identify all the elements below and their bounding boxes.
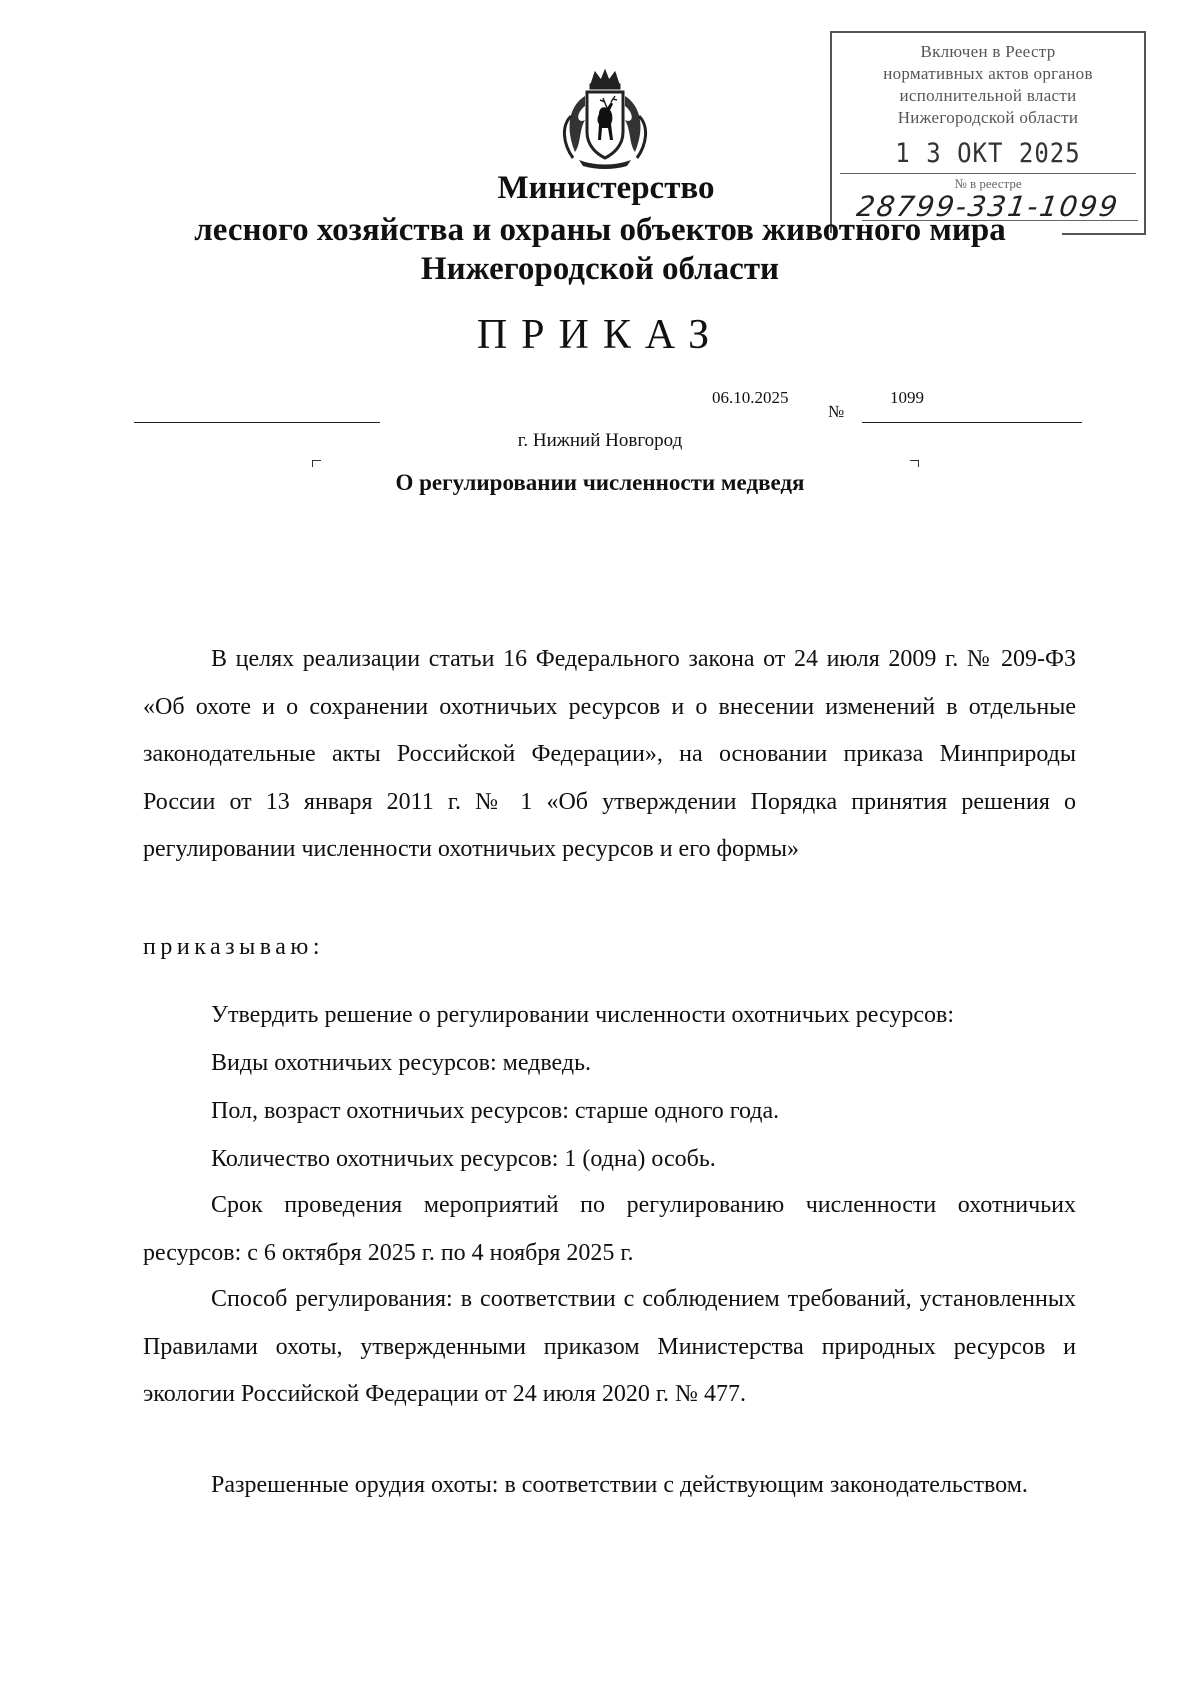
document-date: 06.10.2025 <box>712 388 789 407</box>
number-underline <box>862 422 1082 423</box>
order-item: Количество охотничьих ресурсов: 1 (одна) особь. <box>211 1146 716 1172</box>
order-item: Утвердить решение о регулировании численности охотничьих ресурсов: <box>211 1002 954 1028</box>
coat-of-arms-emblem <box>555 66 655 170</box>
document-subject: О регулировании численности медведя <box>395 470 805 495</box>
stamp-text-line: Включен в Реестр <box>920 42 1056 61</box>
ministry-title-line-2: лесного хозяйства и охраны объектов животного мира <box>194 212 1006 248</box>
preamble-paragraph: В целях реализации статьи 16 Федерального закона от 24 июля 2009 г. № 209-ФЗ «Об охоте и о сохранении охотничьих ресурсов и о внесении изменений в отдельные законодательные акты Российской Федерации», на основании приказа Минприроды России от 13 января 2011 г. № 1 «Об утверждении Порядка принятия решения о регулировании численности охотничьих ресурсов и его формы» <box>143 646 1076 862</box>
order-item: Виды охотничьих ресурсов: медведь. <box>211 1050 592 1076</box>
stamp-text-line: Нижегородской области <box>897 108 1079 127</box>
document-city: г. Нижний Новгород <box>517 430 683 451</box>
document-type-title: ПРИКАЗ <box>476 312 724 358</box>
ministry-title-line-3: Нижегородской области <box>420 251 780 287</box>
order-item: Срок проведения мероприятий по регулированию численности охотничьих ресурсов: с 6 октября 2025 г. по 4 ноября 2025 г. <box>143 1192 1076 1266</box>
stamp-text-line: исполнительной власти <box>899 86 1077 105</box>
number-sign: № <box>828 402 845 421</box>
stamp-date: 1 3 ОКТ 2025 <box>895 137 1081 169</box>
date-underline <box>134 422 380 423</box>
stamp-registry-number: 28799-331-1099 <box>854 190 1122 223</box>
order-item: Разрешенные орудия охоты: в соответствии с действующим законодательством. <box>211 1472 1028 1498</box>
stamp-registry-label: № в реестре <box>954 176 1022 191</box>
subject-corner-left <box>312 460 321 467</box>
order-item: Способ регулирования: в соответствии с соблюдением требований, установленных Правилами охоты, утвержденными приказом Министерства природных ресурсов и экологии Российской Федерации от 24 июля 2020 г. № 477. <box>143 1286 1076 1407</box>
order-word: приказываю: <box>143 934 325 960</box>
ministry-title-line-1: Министерство <box>497 170 715 206</box>
stamp-text-line: нормативных актов органов <box>883 64 1093 83</box>
document-number: 1099 <box>890 388 924 407</box>
order-item: Пол, возраст охотничьих ресурсов: старше одного года. <box>211 1098 780 1124</box>
subject-corner-right <box>910 460 919 467</box>
